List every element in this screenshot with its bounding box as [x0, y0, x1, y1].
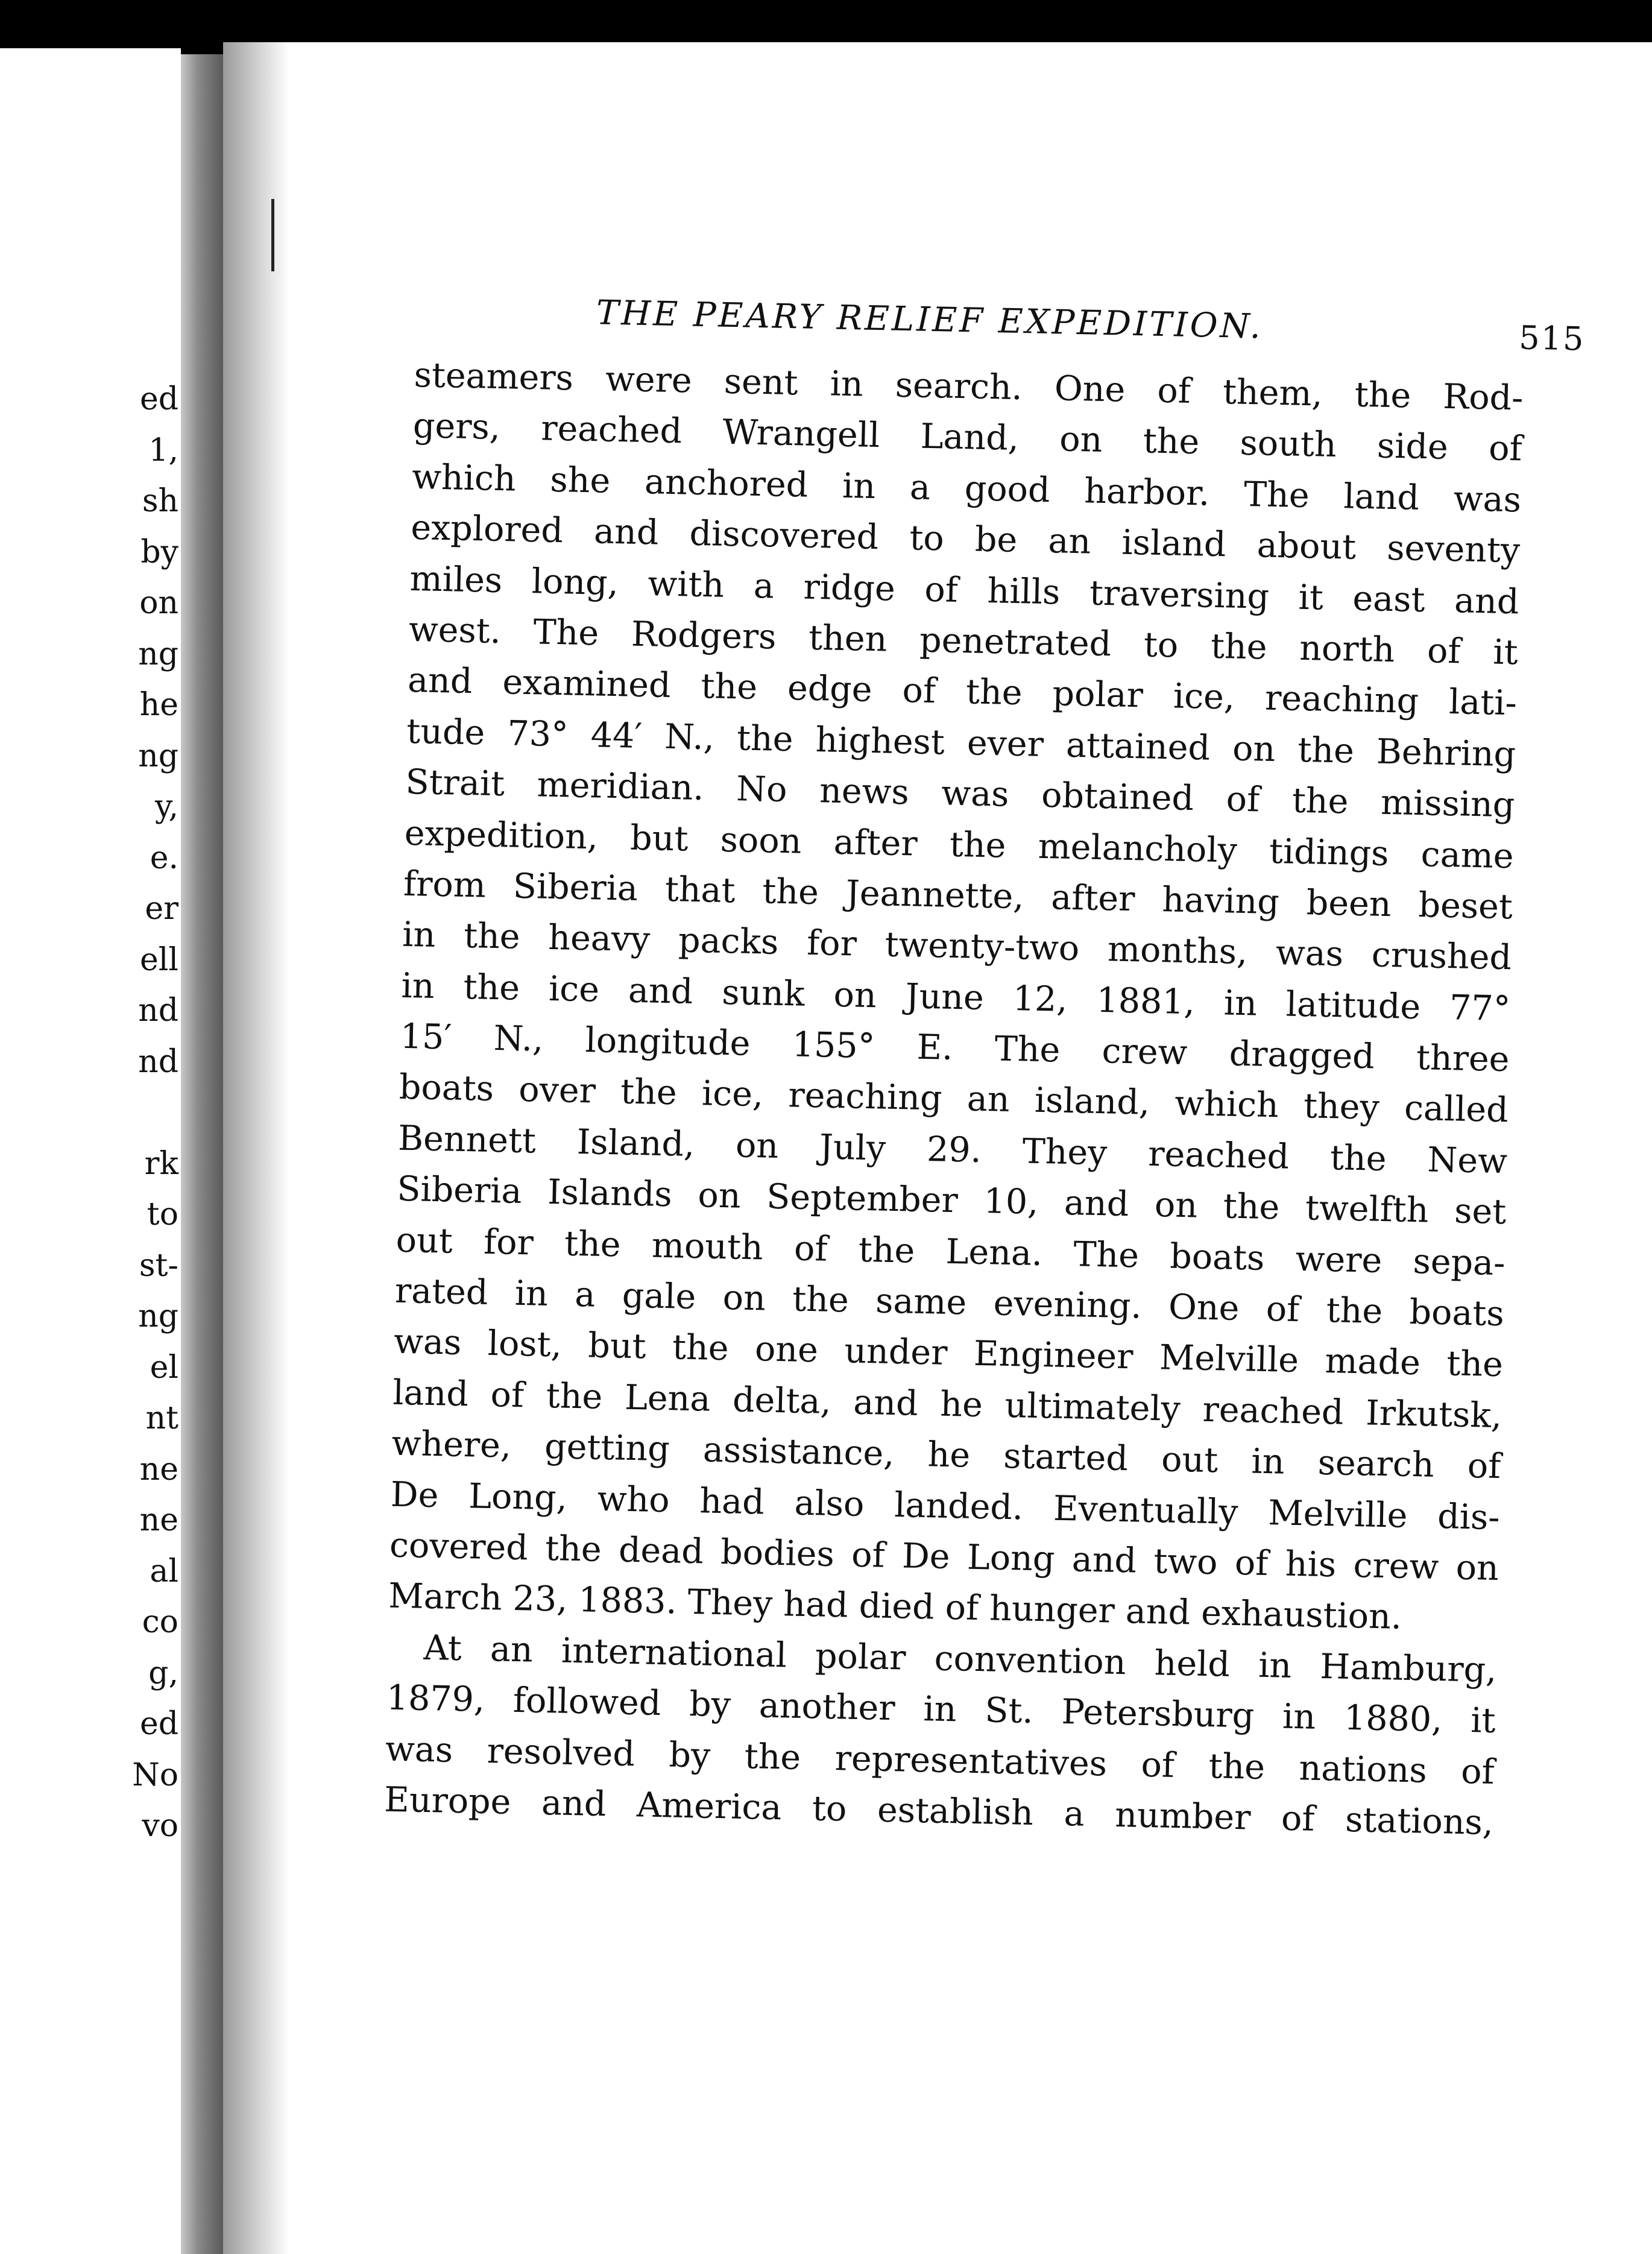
body-text [383, 350, 1524, 1848]
text-line: De Long, who had also landed. Eventually Melville dis- [390, 1474, 1501, 1538]
text-line: west. The Rodgers then penetrated to the north of it [408, 609, 1519, 673]
text-line: was lost, but the one under Engineer Melville made the [393, 1322, 1504, 1385]
left-line: st- [139, 1247, 178, 1284]
left-line: nd [138, 1043, 178, 1080]
left-line: nt [145, 1400, 178, 1436]
left-line: ng [138, 1298, 178, 1334]
left-line: g, [148, 1655, 178, 1691]
text-line: explored and discovered to be an island about seventy [410, 508, 1521, 571]
text-line: gers, reached Wrangell Land, on the south side of [412, 406, 1523, 469]
text-line: Strait meridian. No news was obtained of the missing [405, 762, 1515, 826]
left-page-text [0, 374, 181, 1852]
text-line: in the ice and sunk on June 12, 1881, in latitude 77° [400, 965, 1511, 1029]
left-line: e. [150, 839, 178, 876]
left-line: sh [142, 483, 178, 519]
left-line: No [132, 1757, 178, 1793]
text-line: and examined the edge of the polar ice, reaching lati- [407, 660, 1518, 724]
text-line: out for the mouth of the Lena. The boats were sepa- [396, 1220, 1506, 1283]
text-line: tude 73° 44′ N., the highest ever attained on the Behring [406, 711, 1516, 775]
text-line: was resolved by the representatives of the nations of [385, 1729, 1495, 1792]
left-line: ed [139, 381, 178, 417]
right-page [223, 42, 1652, 2254]
left-line: co [142, 1604, 178, 1640]
text-line: March 23, 1883. They had died of hunger and exhaustion. [388, 1576, 1402, 1638]
text-line: Bennett Island, on July 29. They reached the New [397, 1118, 1508, 1182]
page-number: 515 [1518, 318, 1586, 358]
gutter-mark [271, 199, 274, 271]
text-line: boats over the ice, reaching an island, which they called [399, 1067, 1509, 1131]
text-line: At an international polar convention held in Hamburg, [423, 1627, 1497, 1690]
left-line: ell [139, 941, 178, 978]
text-line: which she anchored in a good harbor. The land was [411, 456, 1522, 520]
text-line: where, getting assistance, he started out in search of [391, 1423, 1501, 1487]
left-facing-page [0, 48, 181, 2254]
left-line: el [150, 1349, 178, 1386]
left-line: y, [155, 789, 178, 825]
left-line: al [150, 1553, 178, 1589]
left-line: by [140, 534, 178, 570]
text-line: in the heavy packs for twenty-two months, was crushed [402, 915, 1512, 978]
left-line: er [145, 891, 178, 927]
text-line: Europe and America to establish a number of stations, [383, 1779, 1494, 1843]
gutter-shadow [223, 42, 289, 2254]
left-line: ng [138, 737, 178, 774]
left-line: 1, [148, 432, 178, 469]
left-line: to [147, 1196, 178, 1233]
left-line: rk [144, 1145, 178, 1182]
left-line: he [139, 687, 178, 723]
page-text-block [383, 283, 1586, 1849]
left-line: nd [138, 993, 178, 1029]
text-line: steamers were sent in search. One of them, the Rod- [414, 355, 1524, 418]
left-line: ne [139, 1502, 178, 1538]
left-line: on [139, 585, 178, 621]
text-line: covered the dead bodies of De Long and two of his crew on [389, 1525, 1499, 1589]
text-line: land of the Lena delta, and he ultimately reached Irkutsk, [392, 1372, 1502, 1436]
left-line: ed [139, 1706, 178, 1742]
text-line: from Siberia that the Jeannette, after having been beset [403, 863, 1513, 927]
left-line [0, 1087, 181, 1138]
text-line: 1879, followed by another in St. Petersburg in 1880, it [386, 1678, 1496, 1741]
text-line: miles long, with a ridge of hills traversing it east and [409, 558, 1520, 622]
left-line: vo [142, 1808, 178, 1844]
text-line: 15′ N., longitude 155° E. The crew dragged three [400, 1016, 1510, 1080]
book-spine-shadow [181, 54, 223, 2254]
text-line: rated in a gale on the same evening. One of the boats [394, 1271, 1505, 1334]
text-line: Siberia Islands on September 10, and on the twelfth set [396, 1169, 1507, 1233]
running-head-title: THE PEARY RELIEF EXPEDITION. [596, 293, 1264, 347]
text-line: expedition, but soon after the melancholy tidings came [404, 813, 1515, 876]
left-line: ne [139, 1451, 178, 1488]
left-line: ng [138, 636, 178, 672]
